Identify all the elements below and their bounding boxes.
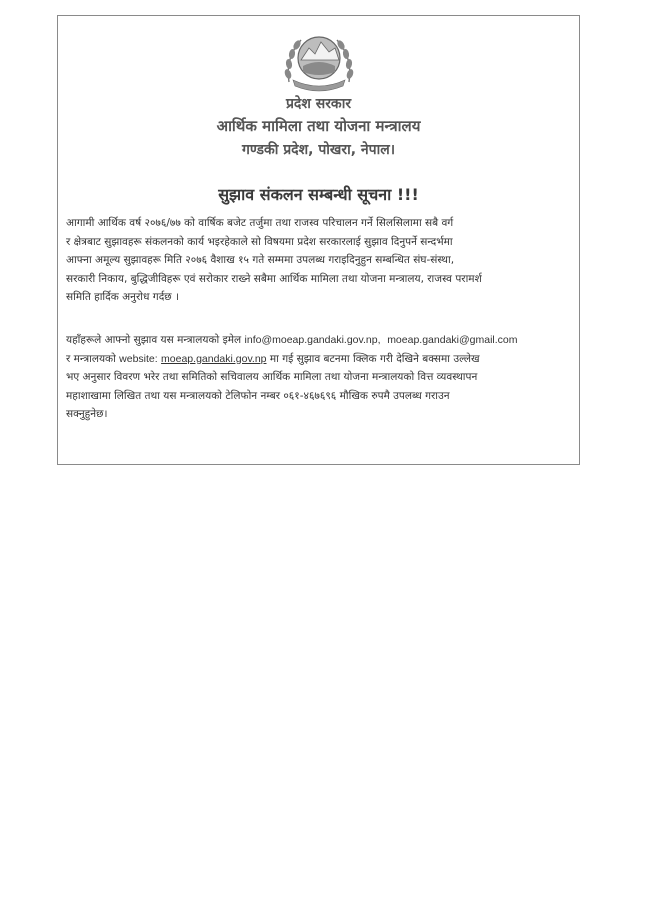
paragraph-2-line bbox=[66, 331, 571, 350]
paragraph-2-text: र मन्त्रालयको bbox=[66, 352, 120, 365]
paragraph-2-text: यहाँहरूले आफ्नो सुझाव यस मन्त्रालयको इमेल bbox=[66, 334, 245, 346]
notice-box bbox=[57, 15, 580, 465]
website-label: website: bbox=[119, 352, 158, 365]
paragraph-1-line: सरकारी निकाय, बुद्धिजीविहरू एवं सरोकार राख्ने सबैमा आर्थिक मामिला तथा योजना मन्त्रालय, राजस्व परामर्श bbox=[66, 272, 482, 285]
paragraph-1-line: समिति हार्दिक अनुरोध गर्दछ । bbox=[66, 291, 179, 303]
header-province-government: प्रदेश सरकार bbox=[285, 96, 352, 112]
nepal-emblem-icon bbox=[279, 22, 359, 94]
paragraph-2-line: महाशाखामा लिखित तथा यस मन्त्रालयको टेलिफोन नम्बर ०६१-४६७६९६ मौखिक रुपमै उपलब्ध गराउन bbox=[66, 389, 450, 402]
paragraph-2-text: मा गई सुझाव बटनमा क्लिक गरी देखिने बक्समा उल्लेख bbox=[266, 352, 480, 365]
paragraph-1-line: र क्षेत्रबाट सुझावहरू संकलनको कार्य भइरहेकाले सो विषयमा प्रदेश सरकारलाई सुझाव दिनुपर्ने सन्दर्भमा bbox=[66, 235, 453, 248]
email-gmail[interactable]: moeap.gandaki@gmail.com bbox=[387, 334, 518, 346]
paragraph-1-line: आफ्ना अमूल्य सुझावहरू मिति २०७६ वैशाख १५ गते सम्ममा उपलब्ध गराइदिनुहुन सम्बन्धित संघ-संस्था, bbox=[66, 254, 455, 266]
email-info[interactable]: info@moeap.gandaki.gov.np, bbox=[244, 334, 381, 346]
website-link[interactable]: moeap.gandaki.gov.np bbox=[161, 352, 267, 365]
notice-title: सुझाव संकलन सम्बन्धी सूचना !!! bbox=[218, 185, 419, 204]
paragraph-2-line bbox=[66, 350, 571, 369]
paragraph-1-line: आगामी आर्थिक वर्ष २०७६/७७ को वार्षिक बजेट तर्जुमा तथा राजस्व परिचालन गर्ने सिलसिलामा सबै वर्ग bbox=[66, 217, 454, 229]
paragraph-1 bbox=[66, 214, 571, 307]
paragraph-2-line: सक्नुहुनेछ। bbox=[66, 408, 108, 420]
header-ministry-name: आर्थिक मामिला तथा योजना मन्त्रालय bbox=[216, 117, 421, 135]
paragraph-2 bbox=[66, 331, 571, 424]
paragraph-2-line: भए अनुसार विवरण भरेर तथा समितिको सचिवालय आर्थिक मामिला तथा योजना मन्त्रालयको वित्त व्यवस्थापन bbox=[66, 371, 478, 383]
header-address: गण्डकी प्रदेश, पोखरा, नेपाल। bbox=[241, 142, 396, 158]
